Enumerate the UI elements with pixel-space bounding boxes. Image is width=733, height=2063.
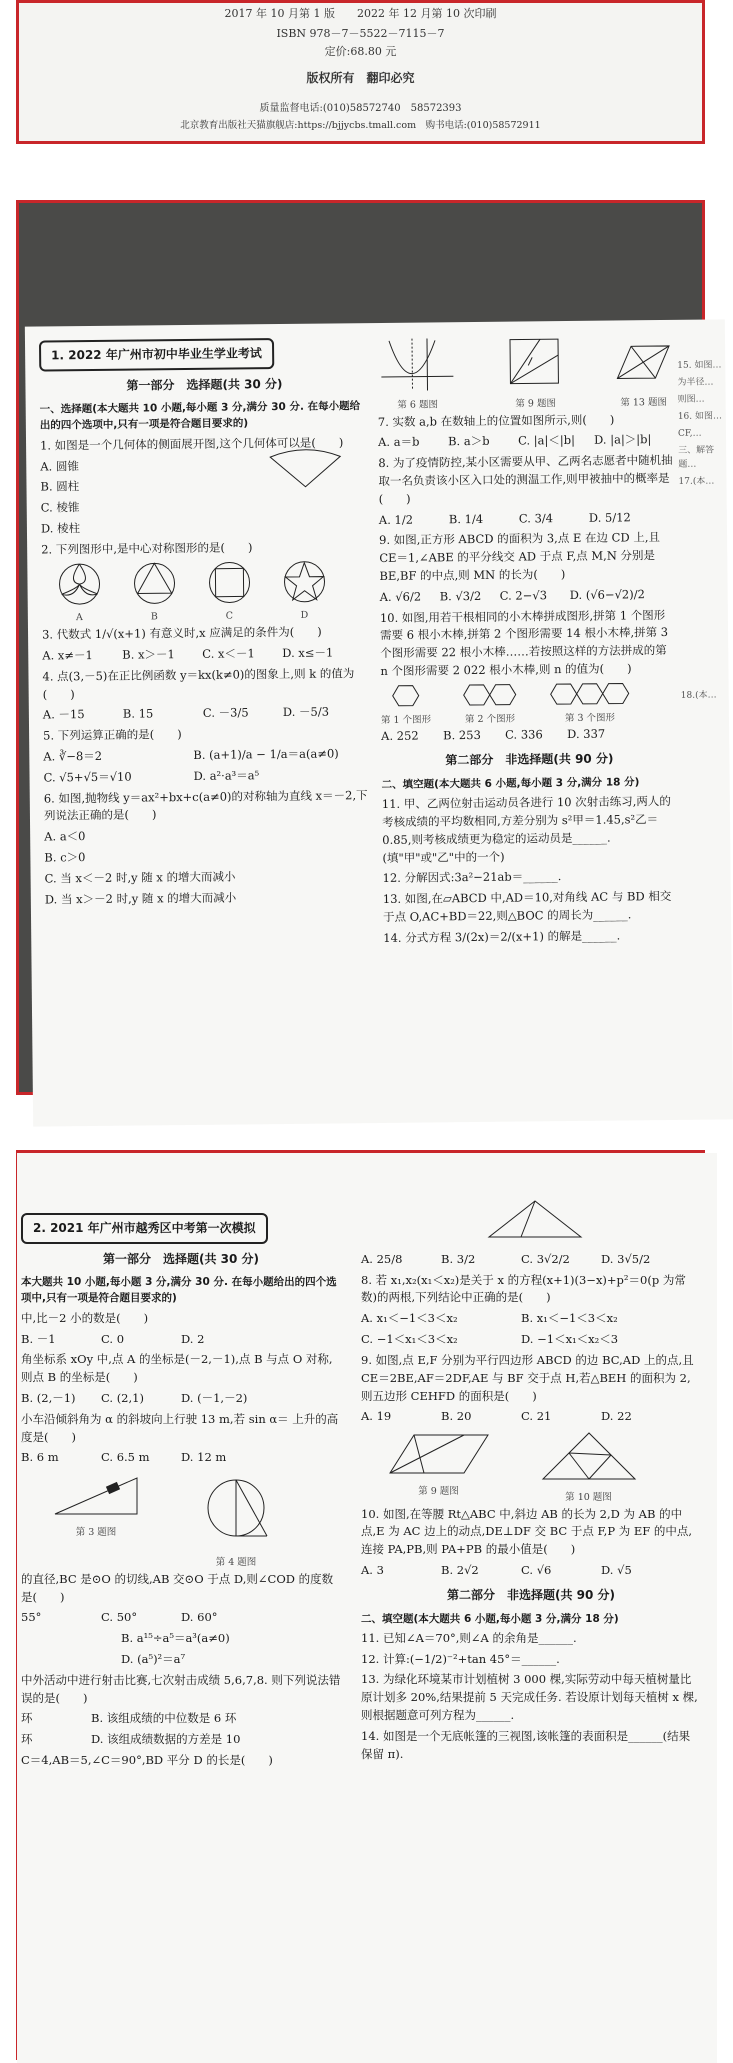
question-13: 13. 如图,在▱ABCD 中,AD＝10,对角线 AC 与 BD 相交于点 O,AC+BD＝22,则△BOC 的周长为______.: [382, 889, 672, 924]
exam-2021-title: 2. 2021 年广州市越秀区中考第一次模拟: [21, 1213, 268, 1244]
q8-option-c-2021: C. −1＜x₁＜3＜x₂: [361, 1332, 458, 1347]
triangle-in-circle-figure: [132, 561, 176, 605]
q4-options-2021: [21, 1609, 341, 1627]
parallelogram-figure: [613, 334, 674, 391]
exam-2022-right-column: [377, 334, 679, 951]
question-12: 12. 分解因式:3a²−21ab＝______.: [382, 869, 562, 886]
q13-figure-caption: 第 13 题图: [620, 396, 668, 409]
parabola-figure: [377, 336, 458, 393]
question-11-2021: 11. 已知∠A＝70°,则∠A 的余角是______.: [361, 1630, 577, 1645]
question-2-2021: 角坐标系 xOy 中,点 A 的坐标是(－2,－1),点 B 与点 O 对称,则点 B 的坐标是( ): [21, 1352, 333, 1385]
question-8: 8. 为了疫情防控,某小区需要从甲、乙两名志愿者中随机抽取一名负责该小区入口处的测温工作,则甲被抽中的概率是( ): [378, 453, 673, 506]
q1-option-a: A. 圆锥: [40, 458, 79, 474]
q2-option-c-2021: C. (2,1): [101, 1390, 144, 1405]
q3-option-c-2021: C. 6.5 m: [101, 1450, 150, 1465]
q7-option-c: C. |a|＜|b|: [517, 433, 576, 448]
q5-option-d-2021: D. (a⁵)²＝a⁷: [121, 1652, 186, 1666]
part1-heading: 第一部分 选择题(共 30 分): [126, 376, 283, 393]
question-6-2021: 中外活动中进行射击比赛,七次射击成绩 5,6,7,8. 则下列说法错误的是( ): [21, 1672, 341, 1705]
q6-option-d-2021: D. 该组成绩数据的方差是 10: [91, 1732, 241, 1747]
q1-option-d-2021: D. 2: [181, 1331, 205, 1346]
q9-figure: [500, 335, 571, 412]
q10-figure-2021: [539, 1429, 639, 1506]
q9-options-2021: [361, 1408, 701, 1426]
question-9-2021: 9. 如图,点 E,F 分别为平行四边形 ABCD 的边 BC,AD 上的点,且 CE＝2BE,AF＝2DF,AE 与 BF 交于点 H,若△BEH 的面积为 2,则五边形 CEHFD 的面积是( ): [361, 1352, 694, 1403]
q9-option-b: B. √3/2: [439, 588, 482, 604]
q1-option-c-2021: C. 0: [101, 1331, 125, 1346]
question-3-2021: 小车沿倾斜角为 α 的斜坡向上行驶 13 m,若 sin α＝ 上升的高度是( ): [21, 1411, 339, 1444]
q6-option-c: C. 当 x＜－2 时,y 随 x 的增大而减小: [44, 869, 236, 886]
part2-heading-2021: 第二部分 非选择题(共 90 分): [446, 1587, 616, 1602]
q8-options-row2-2021: [361, 1331, 701, 1349]
q10-option-d-2021: D. √5: [601, 1563, 632, 1578]
q6-option-b-2021: B. 该组成绩的中位数是 6 环: [91, 1711, 237, 1726]
q10-option-b-2021: B. 2√2: [441, 1563, 479, 1578]
q7-option-d: D. |a|＞|b|: [593, 432, 652, 448]
three-leaf-figure: [57, 561, 101, 605]
q10-option-d: D. 337: [567, 727, 606, 742]
square-abcd-figure: [500, 335, 571, 392]
question-7-2021: C＝4,AB＝5,∠C＝90°,BD 平分 D 的长是( ): [21, 1753, 273, 1768]
q4-figure-caption-2021: 第 4 题图: [215, 1557, 257, 1569]
q3-options: [42, 644, 372, 665]
q5-options-cd: [43, 766, 373, 787]
q2-label-c: C: [225, 610, 234, 623]
q7-option-b: B. a＞b: [447, 434, 490, 449]
q4-option-c: C. －3/5: [202, 705, 249, 721]
q9-options: [380, 586, 676, 607]
isbn-line: ISBN 978－7－5522－7115－7: [276, 27, 445, 40]
q9-option-c-2021: C. 21: [521, 1409, 552, 1424]
q10-options: [381, 725, 677, 746]
exam-2022-frame: [16, 200, 723, 1095]
q7-option-a-2021: A. 25/8: [361, 1251, 403, 1266]
q2-label-a: A: [75, 612, 83, 624]
q10-options-2021: [361, 1562, 701, 1580]
q6-figure-caption: 第 6 题图: [397, 399, 439, 411]
q6-option-a: A. a＜0: [44, 829, 86, 844]
q5-option-c: C. √5+√5＝√10: [43, 769, 132, 785]
q10-figure-caption-2021: 第 10 题图: [565, 1491, 612, 1503]
question-1: 1. 如图是一个几何体的侧面展开图,这个几何体可以是( ): [39, 435, 344, 453]
side-line-8: 18.(本…: [680, 689, 717, 701]
part2-heading: 第二部分 非选择题(共 90 分): [445, 751, 614, 768]
q10-option-b: B. 253: [443, 728, 481, 743]
q6-options-row1-2021: [21, 1710, 341, 1728]
exam-2022-title: 1. 2022 年广州市初中毕业生学业考试: [39, 338, 274, 371]
q9-figure-caption-2021: 第 9 题图: [418, 1485, 459, 1497]
q2-figure-c: [207, 560, 252, 625]
q8-option-d-2021: D. −1＜x₁＜x₂＜3: [521, 1332, 619, 1347]
q7-options-2021: [361, 1251, 701, 1269]
q2-figure-a: [57, 561, 102, 626]
q1-option-b: B. 圆柱: [40, 479, 80, 494]
q8-options-row1-2021: [361, 1310, 701, 1328]
exam-2022-left-column: [39, 337, 375, 912]
q6-option-c-2021: 环: [21, 1732, 33, 1747]
q5-option-b-2021: B. a¹⁵÷a⁵＝a³(a≠0): [121, 1631, 230, 1646]
sector-figure: [260, 448, 350, 489]
q2-label-b: B: [150, 611, 158, 623]
question-14-2021: 14. 如图是一个无底帐篷的三视图,该帐篷的表面积是______(结果保留 π).: [361, 1728, 691, 1761]
question-4-2021: 的直径,BC 是⊙O 的切线,AB 交⊙O 于点 D,则∠COD 的度数是( ): [21, 1571, 334, 1604]
q2-options-2021: [21, 1390, 341, 1408]
q3-option-c: C. x＜－1: [202, 646, 255, 661]
q3-option-d-2021: D. 12 m: [181, 1450, 227, 1465]
slope-figure: [51, 1470, 141, 1520]
q1-option-c: C. 棱锥: [40, 500, 80, 515]
q9-q10-figures: [361, 1429, 661, 1506]
question-10: 10. 如图,用若干根相同的小木棒拼成图形,拼第 1 个图形需要 6 根小木棒,拼第 2 个图形需要 14 根小木棒,拼第 3 个图形需要 22 根小木棒……若按照这样的方法拼成的第 n 个图形需要 2 022 根小木棒,则 n 的值为( ): [379, 607, 669, 679]
isosceles-triangle-figure: [539, 1429, 639, 1485]
q6-option-a-2021: 环: [21, 1711, 33, 1726]
q10-option-a: A. 252: [381, 729, 419, 744]
q2-label-d: D: [300, 610, 309, 622]
q9-option-d: D. (√6−√2)/2: [569, 587, 645, 602]
q1-options-2021: [21, 1331, 341, 1349]
top-figures: [377, 334, 674, 414]
side-line-4: 16. 如图…: [677, 411, 723, 422]
q2-option-b-2021: B. (2,－1): [21, 1390, 76, 1405]
q13-figure: [613, 334, 674, 411]
q3-q4-figures: [21, 1470, 301, 1571]
question-14: 14. 分式方程 3/(2x)＝2/(x+1) 的解是______.: [383, 928, 621, 945]
q2-option-d-2021: D. (－1,－2): [181, 1390, 248, 1405]
side-line-6: 三、解答题…: [678, 445, 715, 470]
q9-option-a: A. √6/2: [379, 589, 422, 604]
phone-line: 质量监督电话:(010)58572740 58572393: [259, 103, 462, 114]
q5-option-a: A. ∛−8＝2: [43, 748, 103, 764]
question-2: 2. 下列图形中,是中心对称图形的是( ): [41, 540, 253, 557]
q3-option-d: D. x≤－1: [282, 645, 334, 660]
choice-instructions-2021: 本大题共 10 小题,每小题 3 分,满分 30 分. 在每小题给出的四个选项中,只有一项是符合题目要求的): [21, 1276, 337, 1305]
q2-figure-b: [132, 561, 177, 626]
q4-option-a: A. －15: [42, 707, 85, 722]
exam-2021-frame: [16, 1150, 705, 2060]
q1-option-b-2021: B. －1: [21, 1331, 56, 1346]
q9-figure-caption: 第 9 题图: [515, 397, 557, 410]
q3-figure-caption-2021: 第 3 题图: [75, 1527, 117, 1539]
q10-option-c-2021: C. √6: [521, 1563, 552, 1578]
hexagon-3-figure: [549, 681, 631, 706]
exam-2021-left-column: [21, 1213, 341, 1773]
q8-option-c: C. 3/4: [518, 510, 554, 526]
square-in-circle-figure: [207, 560, 251, 604]
q9-option-b-2021: B. 20: [441, 1409, 472, 1424]
q10-figure-3: [549, 681, 631, 726]
q3-option-b-2021: B. 6 m: [21, 1450, 59, 1465]
q2-figures: [41, 559, 342, 627]
question-10-2021: 10. 如图,在等腰 Rt△ABC 中,斜边 AB 的长为 2,D 为 AB 的中点,E 为 AC 边上的动点,DE⊥DF 交 BC 于点 F,P 为 EF 的中点,连接 PA,PB,则 PA+PB 的最小值是( ): [361, 1506, 693, 1557]
q10-figure-3-caption: 第 3 个图形: [564, 712, 616, 724]
question-4: 4. 点(3,－5)在正比例函数 y＝kx(k≠0)的图象上,则 k 的值为( ): [42, 666, 355, 702]
q9-option-a-2021: A. 19: [361, 1409, 392, 1424]
question-6: 6. 如图,抛物线 y＝ax²+bx+c(a≠0)的对称轴为直线 x＝－2,下列说法正确的是( ): [43, 787, 368, 823]
shop-line: 北京教育出版社天猫旗舰店:https://bjjycbs.tmall.com 购书电话:(010)58572911: [180, 120, 541, 131]
price-line: 定价:68.80 元: [324, 45, 397, 58]
exam-2021-right-column: [361, 1197, 701, 1766]
hexagon-2-figure: [462, 682, 518, 707]
side-line-2: 为半径…: [677, 377, 714, 388]
q10-figure-1-caption: 第 1 个图形: [380, 714, 432, 726]
q4-figure-2021: [201, 1470, 271, 1571]
edition-line: 2017 年 10 月第 1 版 2022 年 12 月第 10 次印刷: [224, 7, 497, 20]
exam-2022-side-column: [677, 359, 727, 706]
q8-options: [379, 508, 675, 529]
part1-heading-2021: 第一部分 选择题(共 30 分): [102, 1251, 260, 1266]
fill-instructions: 二、填空题(本大题共 6 小题,每小题 3 分,满分 18 分): [381, 776, 640, 791]
star-in-circle-figure: [282, 559, 326, 603]
q9-option-d-2021: D. 22: [601, 1409, 632, 1424]
q7-figure-2021: [481, 1197, 591, 1245]
fill-instructions-2021: 二、填空题(本大题共 6 小题,每小题 3 分,满分 18 分): [361, 1612, 619, 1625]
q10-figure-1: [381, 683, 432, 728]
question-12-2021: 12. 计算:(−1/2)⁻²+tan 45°＝______.: [361, 1651, 560, 1666]
question-3: 3. 代数式 1/√(x+1) 有意义时,x 应满足的条件为( ): [41, 624, 322, 642]
parallelogram-abcd-figure: [384, 1429, 494, 1479]
q10-figure-2-caption: 第 2 个图形: [464, 713, 516, 725]
q7-option-c-2021: C. 3√2/2: [521, 1251, 570, 1266]
question-13-2021: 13. 为绿化环境某市计划植树 3 000 棵,实际劳动中每天植树量比原计划多 20%,结果提前 5 天完成任务. 若设原计划每天植树 x 棵,则根据题意可列方程为______.: [361, 1672, 698, 1723]
q7-option-a: A. a＝b: [377, 434, 420, 450]
q4-option-a-2021: 55°: [21, 1610, 42, 1625]
side-line-1: 15. 如图…: [677, 360, 722, 371]
q4-option-d-2021: D. 60°: [181, 1610, 218, 1625]
q4-options: [43, 703, 373, 724]
question-9: 9. 如图,正方形 ABCD 的面积为 3,点 E 在边 CD 上,且 CE＝1,∠ABE 的平分线交 AD 于点 F,点 M,N 分别是 BE,BF 的中点,则 MN 的长为( ): [379, 530, 661, 584]
q10-figures: [381, 681, 631, 728]
q5-option-b: B. (a+1)/a − 1/a＝a(a≠0): [193, 746, 339, 762]
q3-figure-2021: [51, 1470, 141, 1571]
question-11: 11. 甲、乙两位射击运动员各进行 10 次射击练习,两人的考核成绩的平均数相同,方差分别为 s²甲＝1.45,s²乙＝0.85,则考核成绩更为稳定的运动员是______. (填"甲"或"乙"中的一个): [381, 794, 671, 865]
q8-option-a: A. 1/2: [378, 512, 414, 527]
q3-option-b: B. x＞－1: [122, 647, 175, 662]
q1-option-d: D. 棱柱: [40, 521, 81, 536]
q8-option-b-2021: B. x₁＜−1＜3＜x₂: [521, 1311, 618, 1326]
q7-options: [378, 431, 674, 452]
q8-option-a-2021: A. x₁＜−1＜3＜x₂: [361, 1311, 458, 1326]
copyright-frame: [16, 0, 705, 144]
q7-option-d-2021: D. 3√5/2: [601, 1251, 651, 1266]
q4-option-d: D. －5/3: [282, 704, 330, 720]
q4-option-c-2021: C. 50°: [101, 1610, 138, 1625]
hexagon-1-figure: [391, 683, 421, 707]
q3-option-a: A. x≠－1: [42, 647, 93, 663]
q6-figure: [377, 336, 458, 413]
question-1-2021: 中,比－2 小的数是( ): [21, 1310, 149, 1325]
q10-option-c: C. 336: [505, 727, 543, 743]
q4-option-b: B. 15: [122, 706, 154, 722]
circle-tangent-figure: [201, 1470, 271, 1550]
q8-option-b: B. 1/4: [448, 511, 484, 526]
q6-options-row2-2021: [21, 1731, 341, 1749]
q6-option-d: D. 当 x＞－2 时,y 随 x 的增大而减小: [44, 890, 237, 907]
question-8-2021: 8. 若 x₁,x₂(x₁＜x₂)是关于 x 的方程(x+1)(3−x)+p²＝0(p 为常数)的两根,下列结论中正确的是( ): [361, 1272, 686, 1305]
q2-figure-d: [282, 559, 327, 624]
q5-options-ab: [43, 745, 373, 766]
side-line-5: CF,…: [677, 428, 702, 439]
q9-figure-2021: [384, 1429, 494, 1506]
q8-option-d: D. 5/12: [588, 509, 631, 525]
copyright-page: [19, 3, 702, 141]
question-7: 7. 实数 a,b 在数轴上的位置如图所示,则( ): [377, 412, 615, 429]
q7-option-b-2021: B. 3/2: [441, 1251, 476, 1266]
q10-option-a-2021: A. 3: [361, 1563, 384, 1578]
q3-options-2021: [21, 1449, 341, 1467]
exam-2021-paper: [17, 1153, 717, 2063]
exam-2022-paper: [25, 319, 733, 1126]
q5-option-d: D. a²·a³＝a⁵: [193, 768, 260, 783]
q9-option-c: C. 2−√3: [499, 588, 548, 603]
side-line-7: 17.(本…: [678, 476, 715, 487]
q10-figure-2: [462, 682, 518, 727]
side-line-3: 则图…: [677, 394, 705, 405]
choice-instructions: 一、选择题(本大题共 10 小题,每小题 3 分,满分 30 分. 在每小题给出的四个选项中,只有一项是符合题目要求的): [39, 400, 361, 432]
rights-line: 版权所有 翻印必究: [306, 71, 415, 85]
q6-option-b: B. c＞0: [44, 850, 86, 865]
question-5: 5. 下列运算正确的是( ): [43, 727, 182, 743]
